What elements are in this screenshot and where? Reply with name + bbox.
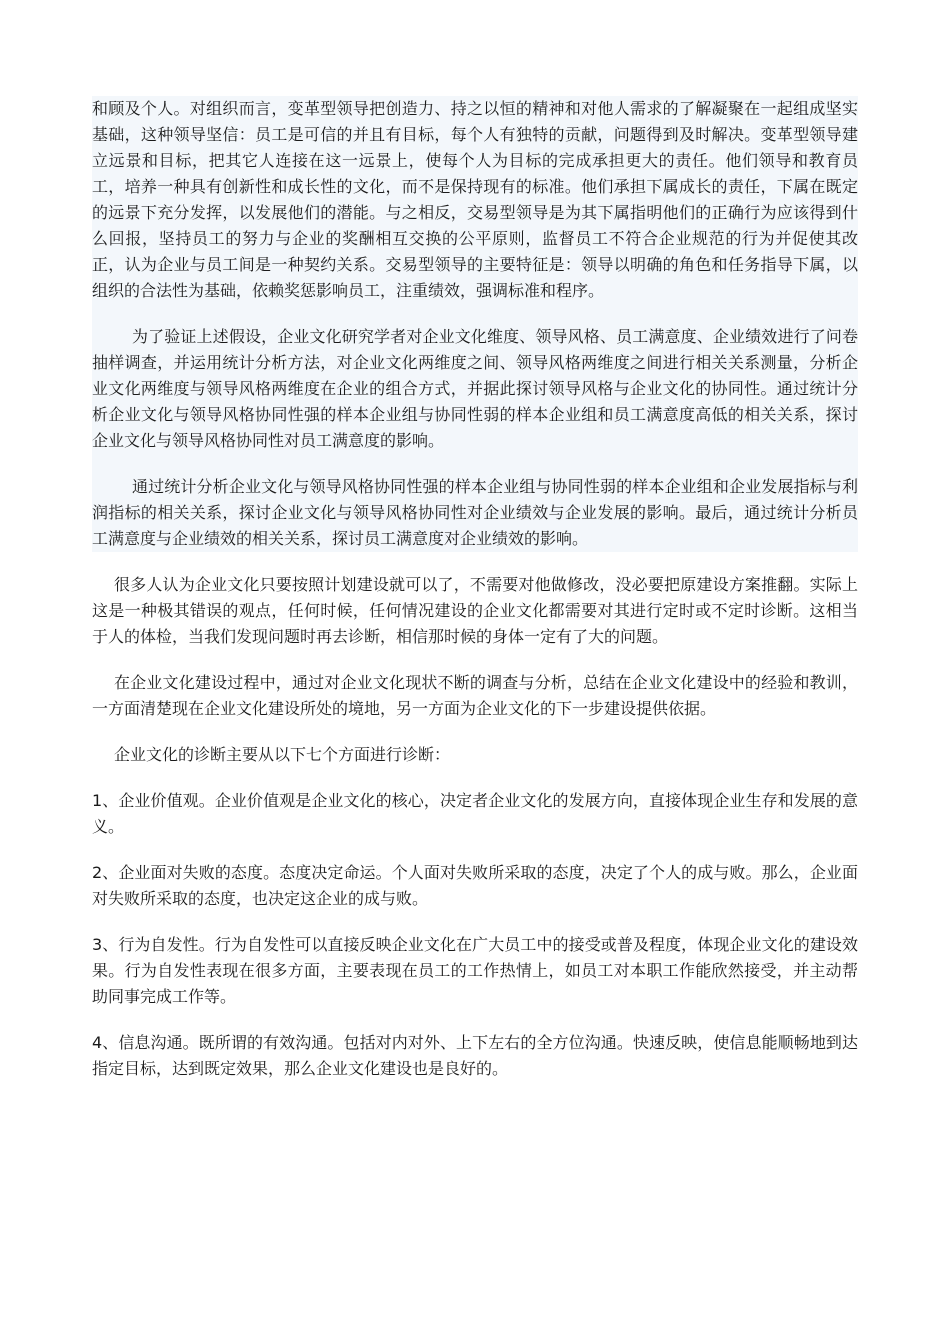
paragraph-diagnosis-process: 在企业文化建设过程中，通过对企业文化现状不断的调查与分析，总结在企业文化建设中的经验和教训，一方面清楚现在企业文化建设所处的境地，另一方面为企业文化的下一步建设提供依据。: [92, 673, 858, 718]
paragraph-performance-analysis: 通过统计分析企业文化与领导风格协同性强的样本企业组与协同性弱的样本企业组和企业发展指标与利润指标的相关关系，探讨企业文化与领导风格协同性对企业绩效与企业发展的影响。最后，通过统计分析员工满意度与企业绩效的相关关系，探讨员工满意度对企业绩效的影响。: [92, 474, 858, 552]
paragraph-spacer: [92, 768, 858, 788]
paragraph-spacer: [92, 1010, 858, 1030]
list-item-spontaneity: [92, 932, 858, 1010]
paragraph-spacer: [92, 454, 858, 474]
paragraph-spacer: [92, 722, 858, 742]
list-item-text: 、信息沟通。既所谓的有效沟通。包括对内对外、上下左右的全方位沟通。快速反映，使信息能顺畅地到达指定目标，达到既定效果，那么企业文化建设也是良好的。: [92, 1033, 858, 1078]
list-item-text: 、企业面对失败的态度。态度决定命运。个人面对失败所采取的态度，决定了个人的成与败。那么，企业面对失败所采取的态度，也决定这企业的成与败。: [92, 863, 858, 908]
paragraph-spacer: [92, 650, 858, 670]
list-number: 4: [92, 1033, 103, 1052]
paragraph-diagnosis-intro: 企业文化的诊断主要从以下七个方面进行诊断：: [114, 745, 451, 764]
paragraph-spacer: [92, 840, 858, 860]
list-number: 3: [92, 935, 103, 954]
list-item-values: [92, 788, 858, 840]
list-number: 1: [92, 791, 103, 810]
document-body: [92, 96, 858, 1082]
paragraph-survey-method: 为了验证上述假设，企业文化研究学者对企业文化维度、领导风格、员工满意度、企业绩效进行了问卷抽样调查，并运用统计分析方法，对企业文化两维度之间、领导风格两维度之间进行相关关系测量，分析企业文化两维度与领导风格两维度在企业的组合方式，并据此探讨领导风格与企业文化的协同性。通过统计分析企业文化与领导风格协同性强的样本企业组与协同性弱的样本企业组和员工满意度高低的相关关系，探讨企业文化与领导风格协同性对员工满意度的影响。: [92, 324, 858, 454]
list-item-failure-attitude: [92, 860, 858, 912]
paragraph-diagnosis-need: 很多人认为企业文化只要按照计划建设就可以了，不需要对他做修改，没必要把原建设方案推翻。实际上这是一种极其错误的观点，任何时候，任何情况建设的企业文化都需要对其进行定时或不定时诊断。这相当于人的体检，当我们发现问题时再去诊断，相信那时候的身体一定有了大的问题。: [92, 575, 858, 646]
paragraph-spacer: [92, 552, 858, 572]
paragraph-spacer: [92, 912, 858, 932]
list-item-text: 、行为自发性。行为自发性可以直接反映企业文化在广大员工中的接受或普及程度，体现企业文化的建设效果。行为自发性表现在很多方面，主要表现在员工的工作热情上，如员工对本职工作能欣然接受，并主动帮助同事完成工作等。: [92, 935, 858, 1006]
paragraph-leadership-styles: 和顾及个人。对组织而言，变革型领导把创造力、持之以恒的精神和对他人需求的了解凝聚在一起组成坚实基础，这种领导坚信：员工是可信的并且有目标，每个人有独特的贡献，问题得到及时解决。变革型领导建立远景和目标，把其它人连接在这一远景上，使每个人为目标的完成承担更大的责任。他们领导和教育员工，培养一种具有创新性和成长性的文化，而不是保持现有的标准。他们承担下属成长的责任，下属在既定的远景下充分发挥，以发展他们的潜能。与之相反，交易型领导是为其下属指明他们的正确行为应该得到什么回报，坚持员工的努力与企业的奖酬相互交换的公平原则，监督员工不符合企业规范的行为并促使其改正，认为企业与员工间是一种契约关系。交易型领导的主要特征是：领导以明确的角色和任务指导下属，以组织的合法性为基础，依赖奖惩影响员工，注重绩效，强调标准和程序。: [92, 96, 858, 304]
list-number: 2: [92, 863, 103, 882]
list-item-communication: [92, 1030, 858, 1082]
list-item-text: 、企业价值观。企业价值观是企业文化的核心，决定者企业文化的发展方向，直接体现企业生存和发展的意义。: [92, 791, 858, 836]
paragraph-spacer: [92, 304, 858, 324]
